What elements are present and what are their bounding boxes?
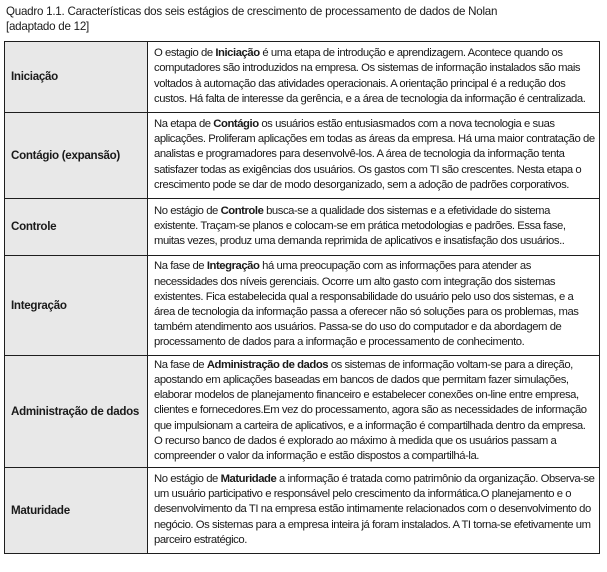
table-row xyxy=(5,256,600,356)
stage-name: Integração xyxy=(5,256,148,356)
description-intro: O estagio de xyxy=(154,47,216,60)
stage-name: Maturidade xyxy=(5,468,148,554)
description-body: há uma preocupação com as informações para atender as necessidades dos níveis gerenciais. Ocorre um alto gasto com integração dos sistemas existentes. Fica estabelecida qual a responsabilidade do usuário pelo uso dos sistemas, e a área de tecnologia da informação passa a oferecer não só soluções para os problemas, mas também atendimento aos usuários. Passa-se do uso do computador e da abordagem de processamento de dados para a informação e processamento de conhecimento. xyxy=(154,260,579,349)
description-body: os sistemas de informação voltam-se para a direção, apostando em aplicações baseadas em bancos de dados que permitam fazer simulações, elaborar modelos de planejamento financeiro e estabelecer conexões on-line entre empresa, clientes e fornecedores.Em vez do processamento, agora são as necessidades de informação que impulsionam a carteira de aplicativos, e a informação é compartilhada dentro da empresa. O recurso banco de dados é explorado ao máximo à medida que os usuários passam a compreender o valor da informação e estão dispostos a compartilhá-la. xyxy=(154,358,587,462)
table-caption xyxy=(6,4,602,34)
caption-source: [adaptado de 12] xyxy=(6,20,90,33)
nolan-stages-table xyxy=(4,41,600,554)
description-body: a informação é tratada como patrimônio da organização. Observa-se um usuário participativo e responsável pelo crescimento da informática.O planejamento e o desenvolvimento da TI na empresa estão intimamente relacionados com o desenvolvimento do negócio. Os sistemas para a empresa inteira já foram instalados. A TI torna-se efetivamente um parceiro estratégico. xyxy=(154,472,595,546)
stage-description xyxy=(148,356,600,468)
stage-keyword: Integração xyxy=(206,260,260,273)
description-body: busca-se a qualidade dos sistemas e a efetividade do sistema existente. Traçam-se planos e colocam-se em prática metodologias e padrões. Essa fase, muitas vezes, produz uma demanda reprimida de aplicativos e insatisfação dos usuários.. xyxy=(154,204,566,248)
description-body: os usuários estão entusiasmados com a nova tecnologia e suas aplicações. Proliferam aplicações em todas as áreas da empresa. Há uma maior contratação de analistas e programadores para desenvolvê-los. A área de tecnologia da informação tenta satisfazer todas as exigências dos usuários. Os gastos com TI são crescentes. Nesta etapa o crescimento pode se dar de modo desorganizado, sem a adoção de padrões corporativos. xyxy=(154,117,595,191)
table-row xyxy=(5,356,600,468)
description-body: é uma etapa de introdução e aprendizagem. Acontece quando os computadores são introduzidos na empresa. Os sistemas de informação instalados são mais voltados à automação das atividades operacionais. A orientação principal é a redução dos custos. Há falta de interesse da gerência, e a área de tecnologia da informação é centralizada. xyxy=(154,47,586,105)
stage-name: Iniciação xyxy=(5,42,148,113)
stage-keyword: Administração de dados xyxy=(206,358,329,371)
stage-name: Contágio (expansão) xyxy=(5,113,148,199)
description-intro: Na etapa de xyxy=(154,117,214,130)
stage-description xyxy=(148,199,600,256)
description-intro: Na fase de xyxy=(154,358,207,371)
stage-keyword: Controle xyxy=(220,204,264,217)
description-intro: Na fase de xyxy=(154,260,207,273)
table-row xyxy=(5,468,600,554)
stage-name: Controle xyxy=(5,199,148,256)
stage-description xyxy=(148,42,600,113)
table-row xyxy=(5,199,600,256)
stage-description xyxy=(148,256,600,356)
stage-description xyxy=(148,468,600,554)
stage-name: Administração de dados xyxy=(5,356,148,468)
description-intro: No estágio de xyxy=(154,204,221,217)
stage-description xyxy=(148,113,600,199)
caption-title: Quadro 1.1. Características dos seis estágios de crescimento de processamento de dados de Nolan xyxy=(6,5,498,18)
stage-keyword: Contágio xyxy=(213,117,259,130)
table-row xyxy=(5,113,600,199)
table-row xyxy=(5,42,600,113)
description-intro: No estágio de xyxy=(154,472,221,485)
stage-keyword: Iniciação xyxy=(215,47,260,60)
stage-keyword: Maturidade xyxy=(220,472,277,485)
